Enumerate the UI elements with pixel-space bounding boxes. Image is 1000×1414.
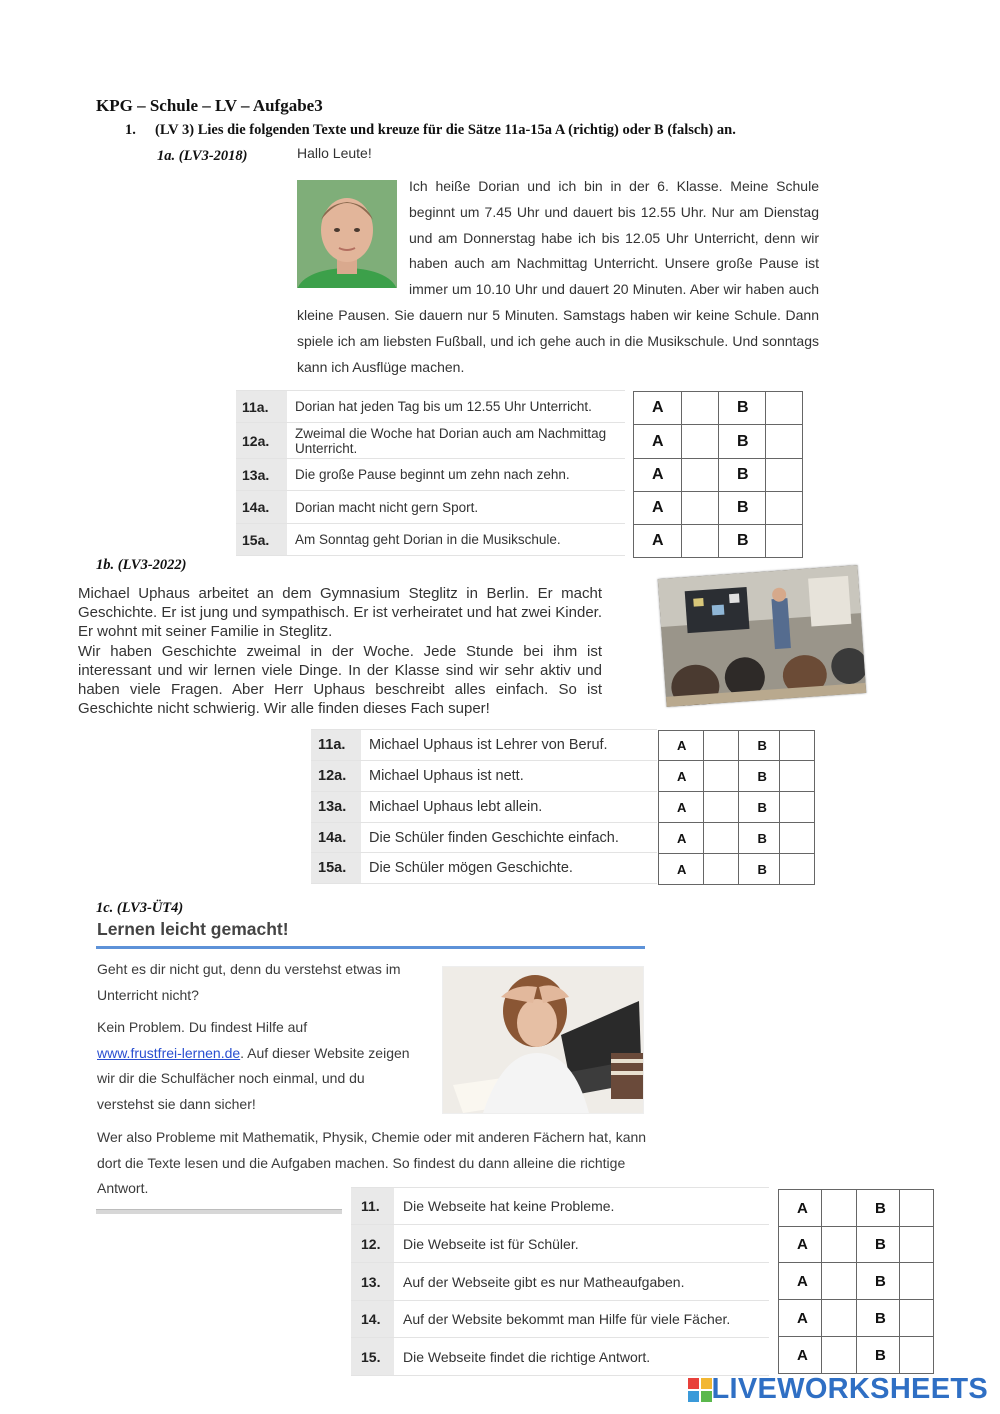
option-a-label: A [779, 1190, 822, 1227]
statement-number: 14a. [236, 491, 287, 524]
option-b-label: B [718, 492, 765, 525]
answer-box-a[interactable] [703, 731, 739, 761]
answer-box-b[interactable] [899, 1263, 933, 1300]
statement-text: Dorian macht nicht gern Sport. [295, 499, 479, 515]
answer-box-b[interactable] [766, 392, 803, 425]
answer-grid-1c [778, 1189, 934, 1374]
section-1b-label: 1b. (LV3-2022) [96, 557, 187, 573]
option-b-label: B [856, 1227, 899, 1263]
statement-number: 13a. [236, 459, 287, 491]
answer-box-b[interactable] [899, 1227, 933, 1263]
table-row [311, 792, 657, 823]
answer-box-b[interactable] [780, 731, 815, 761]
option-a-label: A [779, 1227, 822, 1263]
option-b-label: B [856, 1337, 899, 1374]
instruction-text: (LV 3) Lies die folgenden Texte und kreuze für die Sätze 11a-15a A (richtig) oder B (falsch) an. [155, 122, 736, 138]
statement-text: Die Webseite ist für Schüler. [403, 1235, 579, 1252]
document-title: KPG – Schule – LV – Aufgabe3 [96, 96, 323, 115]
statement-text: Am Sonntag geht Dorian in die Musikschule. [295, 532, 561, 547]
section-1a-label: 1a. (LV3-2018) [157, 148, 248, 164]
table-row [236, 491, 625, 524]
answer-box-a[interactable] [682, 459, 719, 492]
statement-number: 12. [351, 1225, 394, 1263]
table-row [236, 391, 625, 423]
statement-text: Zweimal die Woche hat Dorian auch am Nachmittag Unterricht. [295, 425, 607, 456]
table-row [236, 423, 625, 459]
answer-box-a[interactable] [682, 392, 719, 425]
answer-grid-1a [633, 391, 803, 558]
answer-grid-1b [658, 730, 815, 885]
option-a-label: A [659, 731, 704, 761]
option-b-label: B [718, 392, 765, 425]
table-row [311, 853, 657, 884]
option-a-label: A [659, 854, 704, 885]
logo-text: LIVEWORKSHEETS [711, 1373, 988, 1405]
answer-box-b[interactable] [766, 525, 803, 558]
section-1c-paragraph-1: Geht es dir nicht gut, denn du verstehst etwas im Unterricht nicht? [97, 961, 401, 1003]
statements-table-1c [351, 1187, 769, 1376]
table-row [236, 524, 625, 556]
divider [96, 1209, 342, 1214]
answer-box-a[interactable] [703, 854, 739, 885]
answer-box-b[interactable] [780, 823, 815, 854]
statement-text: Die Webseite hat keine Probleme. [403, 1198, 615, 1214]
answer-box-a[interactable] [821, 1300, 856, 1337]
option-b-label: B [739, 792, 780, 823]
answer-box-a[interactable] [703, 792, 739, 823]
table-row [351, 1338, 769, 1376]
statement-number: 14. [351, 1301, 394, 1338]
answer-box-a[interactable] [682, 425, 719, 459]
statement-text: Michael Uphaus lebt allein. [369, 799, 543, 815]
stressed-student-image [442, 966, 644, 1114]
answer-box-a[interactable] [682, 492, 719, 525]
option-b-label: B [856, 1190, 899, 1227]
answer-box-a[interactable] [821, 1227, 856, 1263]
option-b-label: B [739, 854, 780, 885]
option-a-label: A [659, 761, 704, 792]
option-a-label: A [634, 525, 682, 558]
option-b-label: B [718, 525, 765, 558]
answer-box-a[interactable] [703, 761, 739, 792]
answer-box-a[interactable] [703, 823, 739, 854]
title-underline [96, 946, 645, 949]
answer-box-b[interactable] [780, 761, 815, 792]
boy-portrait-image [297, 180, 397, 288]
option-b-label: B [739, 731, 780, 761]
section-1c-label: 1c. (LV3-ÜT4) [96, 900, 184, 916]
statement-text: Michael Uphaus ist nett. [369, 768, 524, 784]
statement-number: 13a. [311, 792, 361, 823]
answer-box-b[interactable] [766, 459, 803, 492]
table-row [351, 1301, 769, 1338]
table-row [311, 730, 657, 761]
greeting-text: Hallo Leute! [297, 145, 372, 161]
answer-box-a[interactable] [821, 1190, 856, 1227]
option-a-label: A [634, 425, 682, 459]
paragraph-text: Kein Problem. Du findest Hilfe auf [97, 1019, 308, 1035]
section-1c-title: Lernen leicht gemacht! [97, 919, 289, 939]
statement-text: Dorian hat jeden Tag bis um 12.55 Uhr Unterricht. [295, 399, 592, 414]
option-a-label: A [634, 492, 682, 525]
instruction-number: 1. [125, 122, 136, 138]
liveworksheets-logo[interactable] [688, 1373, 989, 1406]
paragraph-text: . Auf dieser Website zeigen wir dir die Schulfächer noch einmal, und du verstehst sie dann sicher! [97, 1044, 410, 1112]
answer-box-a[interactable] [821, 1263, 856, 1300]
statement-number: 15a. [311, 853, 361, 884]
answer-box-b[interactable] [780, 854, 815, 885]
table-row [236, 459, 625, 491]
answer-box-b[interactable] [766, 425, 803, 459]
table-row [351, 1188, 769, 1225]
table-row [311, 761, 657, 792]
section-1b-paragraph-1: Michael Uphaus arbeitet an dem Gymnasium Steglitz in Berlin. Er macht Geschichte. Er ist jung und sympathisch. Er ist verheiratet und hat zwei Kinder. Er wohnt mit seiner Familie in Steglitz. [78, 585, 602, 641]
statement-number: 12a. [311, 761, 361, 792]
statement-number: 15. [351, 1338, 394, 1376]
option-b-label: B [856, 1263, 899, 1300]
statements-table-1b [311, 729, 657, 884]
section-1c-paragraph-2 [97, 1015, 415, 1117]
statement-number: 15a. [236, 524, 287, 556]
answer-box-b[interactable] [766, 492, 803, 525]
option-b-label: B [856, 1300, 899, 1337]
liveworksheets-logo-icon [688, 1378, 712, 1402]
table-row [351, 1263, 769, 1301]
option-a-label: A [659, 823, 704, 854]
section-1a-text-body: Ich heiße Dorian und ich bin in der 6. Klasse. Meine Schule beginnt um 7.45 Uhr und dauert bis 12.55 Uhr. Nur am Dienstag und am Donnerstag habe ich bis 12.05 Uhr Unterricht, denn wir haben auch am Nachmittag Unterricht. Unsere große Pause ist immer um 10.10 Uhr und dauert 20 Minuten. Aber wir haben auch kleine Pausen. Sie dauern nur 5 Minuten. Samstags haben wir keine Schule. Dann spiele ich am liebsten Fußball, und ich gehe auch in die Musikschule. Und sonntags kann ich Ausflüge machen. [297, 178, 819, 375]
table-row [311, 823, 657, 853]
classroom-image [658, 565, 866, 707]
answer-box-b[interactable] [780, 792, 815, 823]
statement-text: Die Schüler finden Geschichte einfach. [369, 829, 619, 846]
option-a-label: A [779, 1300, 822, 1337]
statement-number: 11a. [236, 391, 287, 423]
statement-text: Michael Uphaus ist Lehrer von Beruf. [369, 737, 608, 753]
section-1b-text [78, 584, 602, 718]
answer-box-b[interactable] [899, 1190, 933, 1227]
option-b-label: B [739, 823, 780, 854]
statement-number: 12a. [236, 423, 287, 459]
option-a-label: A [634, 459, 682, 492]
answer-box-a[interactable] [821, 1337, 856, 1374]
option-b-label: B [718, 425, 765, 459]
statement-number: 11a. [311, 730, 361, 761]
option-a-label: A [634, 392, 682, 425]
statement-text: Die Schüler mögen Geschichte. [369, 860, 573, 876]
statements-table-1a [236, 390, 625, 556]
section-1b-paragraph-2: Wir haben Geschichte zweimal in der Woche. Jede Stunde bei ihm ist interessant und wir lernen viele Dinge. In der Klasse sind wir sehr aktiv und haben viele Fragen. Aber Herr Uphaus beschreibt alles einfach. So ist Geschichte nicht schwierig. Wir alle finden dieses Fach super! [78, 642, 602, 718]
statement-text: Auf der Website bekommt man Hilfe für viele Fächer. [403, 1311, 731, 1327]
answer-box-b[interactable] [899, 1300, 933, 1337]
table-row [351, 1225, 769, 1263]
statement-text: Die Webseite findet die richtige Antwort. [403, 1348, 651, 1365]
option-a-label: A [779, 1337, 822, 1374]
statement-number: 13. [351, 1263, 394, 1301]
option-b-label: B [718, 459, 765, 492]
statement-number: 11. [351, 1188, 394, 1225]
answer-box-b[interactable] [899, 1337, 933, 1374]
statement-number: 14a. [311, 823, 361, 853]
website-link[interactable]: www.frustfrei-lernen.de [97, 1044, 241, 1061]
option-a-label: A [779, 1263, 822, 1300]
section-1c-paragraph-3: Wer also Probleme mit Mathematik, Physik, Chemie oder mit anderen Fächern hat, kann dort die Texte lesen und die Aufgaben machen. So findest du dann alleine die richtige Antwort. [97, 1129, 647, 1196]
answer-box-a[interactable] [682, 525, 719, 558]
statement-text: Die große Pause beginnt um zehn nach zehn. [295, 467, 570, 482]
statement-text: Auf der Webseite gibt es nur Matheaufgaben. [403, 1273, 685, 1290]
option-a-label: A [659, 792, 704, 823]
option-b-label: B [739, 761, 780, 792]
